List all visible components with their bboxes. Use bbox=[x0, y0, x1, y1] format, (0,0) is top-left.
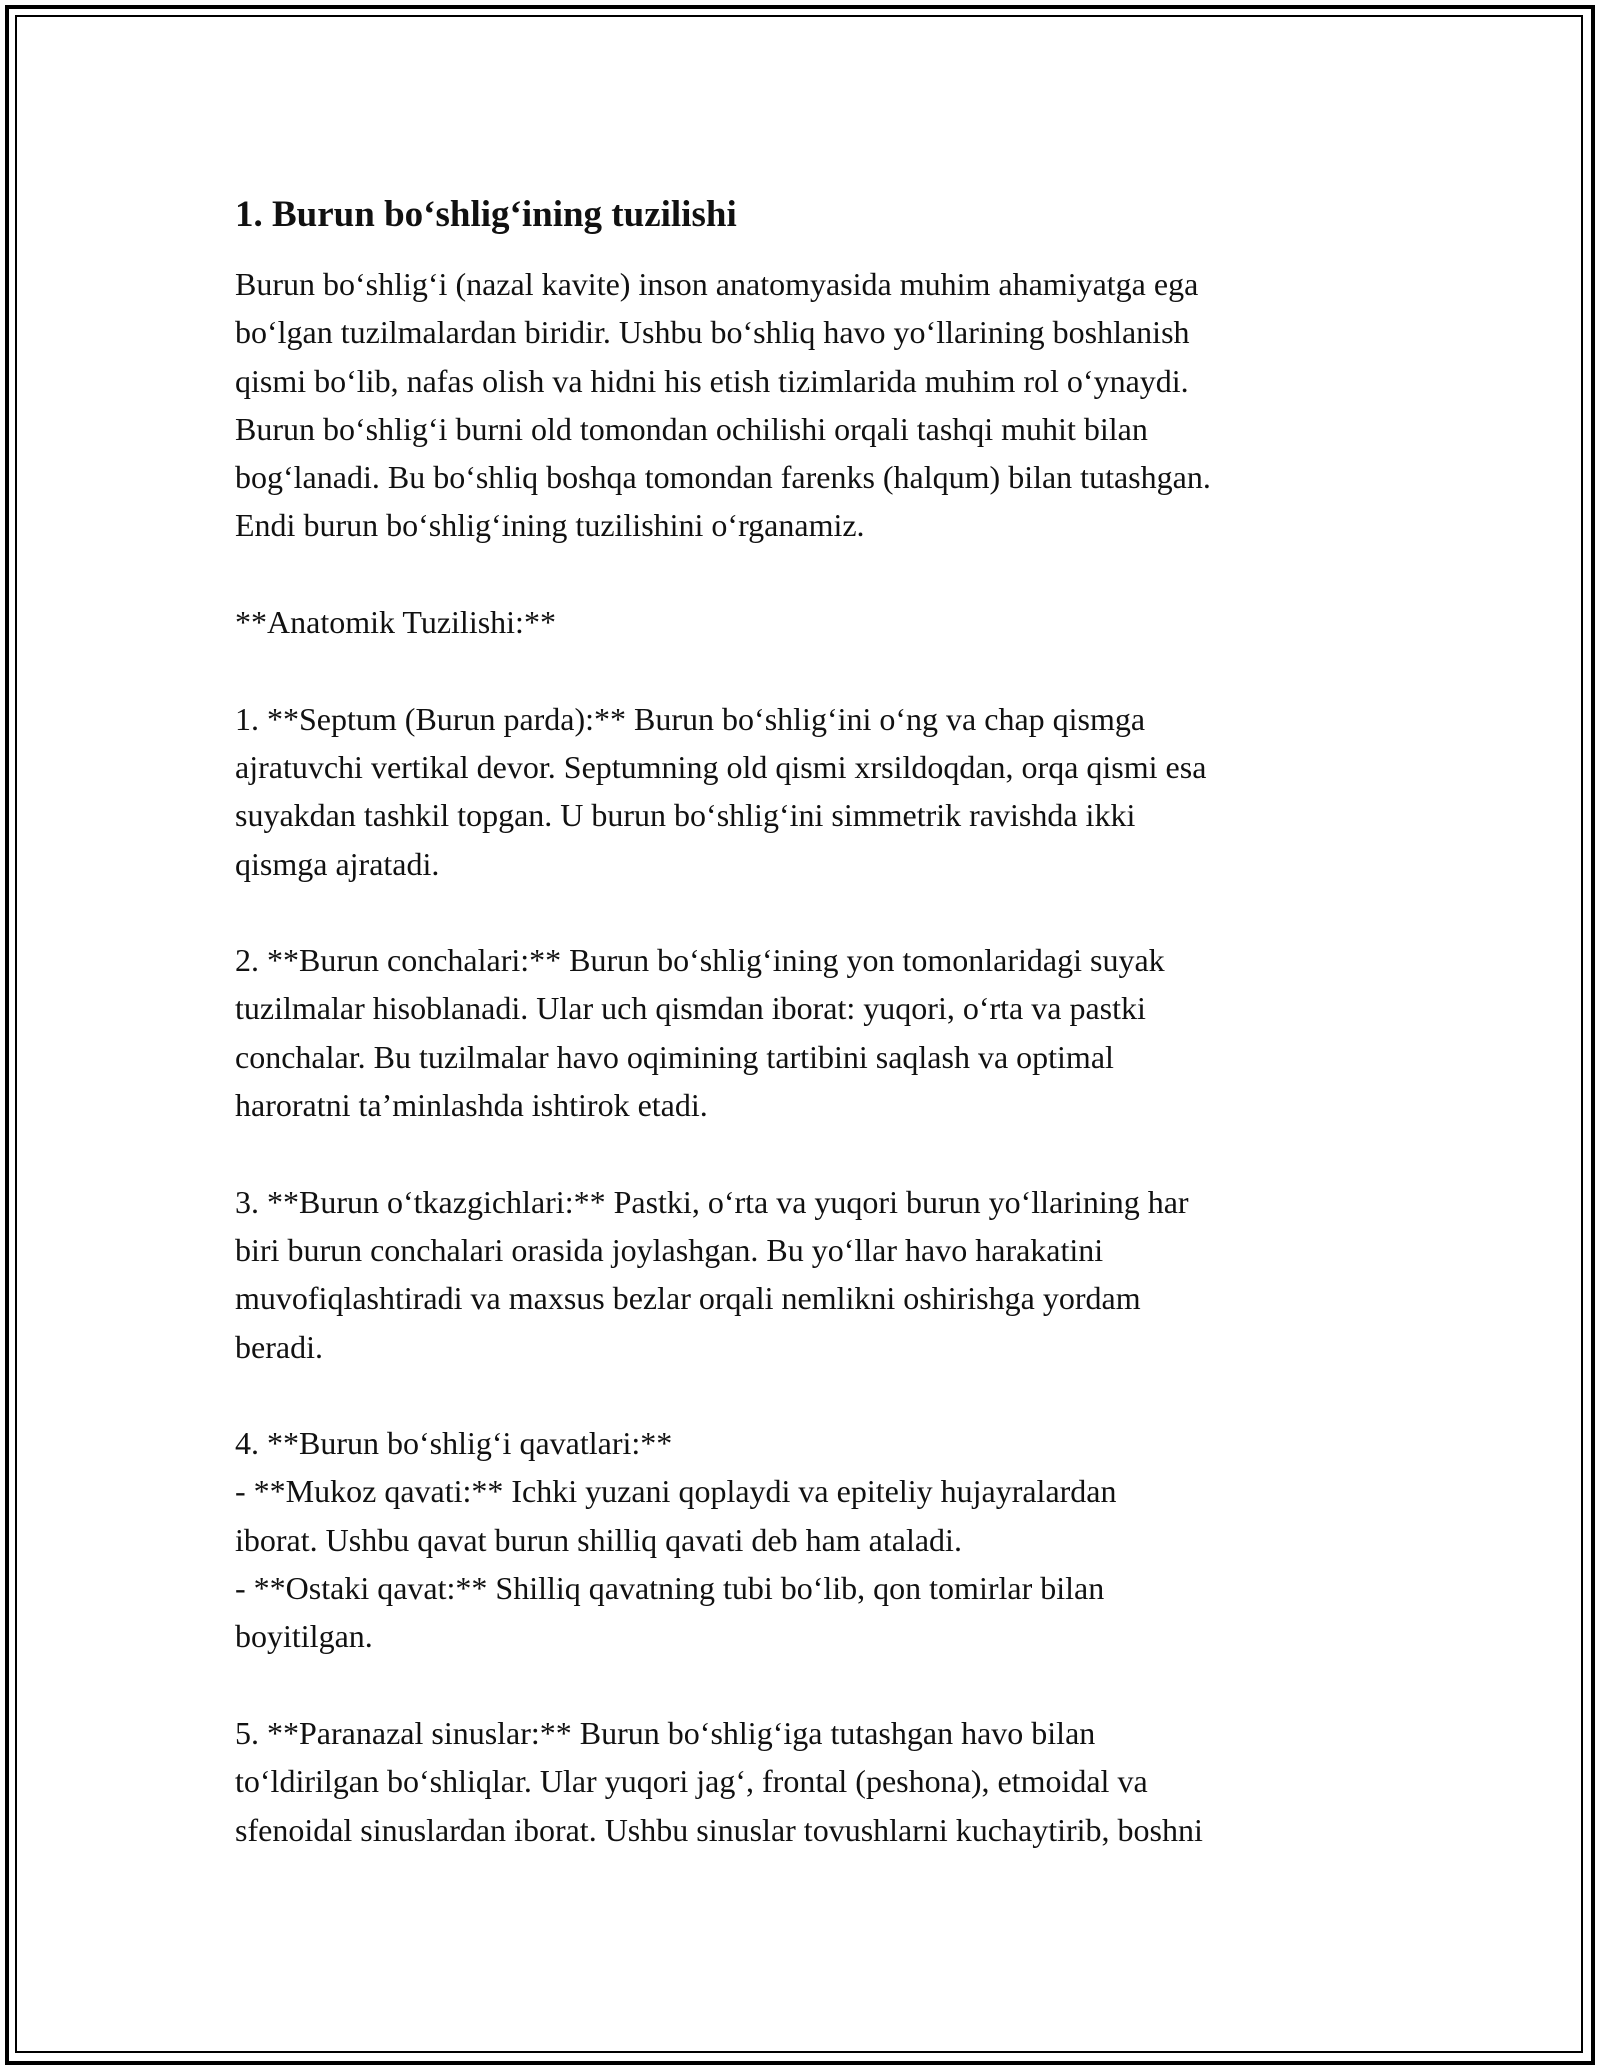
paragraph-spacer bbox=[235, 550, 1375, 598]
list-item-passages: 3. **Burun o‘tkazgichlari:** Pastki, o‘rta va yuqori burun yo‘llarining har biri burun conchalari orasida joylashgan. Bu yo‘llar havo harakatini muvofiqlashtiradi va maxsus bezlar orqali nemlikni oshirishga yordam beradi. bbox=[235, 1183, 1189, 1365]
list-item-sinuses: 5. **Paranazal sinuslar:** Burun bo‘shlig‘iga tutashgan havo bilan to‘ldirilgan bo‘shliqlar. Ular yuqori jag‘, frontal (peshona), etmoidal va sfenoidal sinuslardan iborat. Ushbu sinuslar tovushlarni kuchaytirib, boshni bbox=[235, 1714, 1203, 1848]
anatomy-section-title: **Anatomik Tuzilishi:** bbox=[235, 604, 556, 641]
intro-paragraph: Burun bo‘shlig‘i (nazal kavite) inson anatomyasida muhim ahamiyatga ega bo‘lgan tuzilmalardan biridir. Ushbu bo‘shliq havo yo‘llarining boshlanish qismi bo‘lib, nafas olish va hidni his etish tizimlarida muhim rol o‘ynaydi. Burun bo‘shlig‘i burni old tomondan ochilishi orqali tashqi muhit bilan bog‘lanadi. Bu bo‘shliq boshqa tomondan farenks (halqum) bilan tutashgan. Endi burun bo‘shlig‘ining tuzilishini o‘rganamiz. bbox=[235, 266, 1211, 544]
section-heading: 1. Burun bo‘shlig‘ining tuzilishi bbox=[235, 194, 737, 235]
list-item-septum: 1. **Septum (Burun parda):** Burun bo‘shlig‘ini o‘ng va chap qismga ajratuvchi vertikal devor. Septumning old qismi xrsildoqdan, orqa qismi esa suyakdan tashkil topgan. U burun bo‘shlig‘ini simmetrik ravishda ikki qismga ajratadi. bbox=[235, 700, 1207, 882]
paragraph-spacer bbox=[235, 1371, 1375, 1419]
paragraph-spacer bbox=[235, 1129, 1375, 1177]
list-item-conchae: 2. **Burun conchalari:** Burun bo‘shlig‘ining yon tomonlaridagi suyak tuzilmalar hisoblanadi. Ular uch qismdan iborat: yuqori, o‘rta va pastki conchalar. Bu tuzilmalar havo oqimining tartibini saqlash va optimal haroratni ta’minlashda ishtirok etadi. bbox=[235, 942, 1165, 1124]
document-body bbox=[235, 185, 1375, 1854]
list-item-layers: 4. **Burun bo‘shlig‘i qavatlari:** - **Mukoz qavati:** Ichki yuzani qoplaydi va epiteliy hujayralardan iborat. Ushbu qavat burun shilliq qavati deb ham ataladi. - **Ostaki qavat:** Shilliq qavatning tubi bo‘lib, qon tomirlar bilan boyitilgan. bbox=[235, 1425, 1117, 1655]
paragraph-spacer bbox=[235, 1661, 1375, 1709]
paragraph-spacer bbox=[235, 646, 1375, 694]
paragraph-spacer bbox=[235, 888, 1375, 936]
